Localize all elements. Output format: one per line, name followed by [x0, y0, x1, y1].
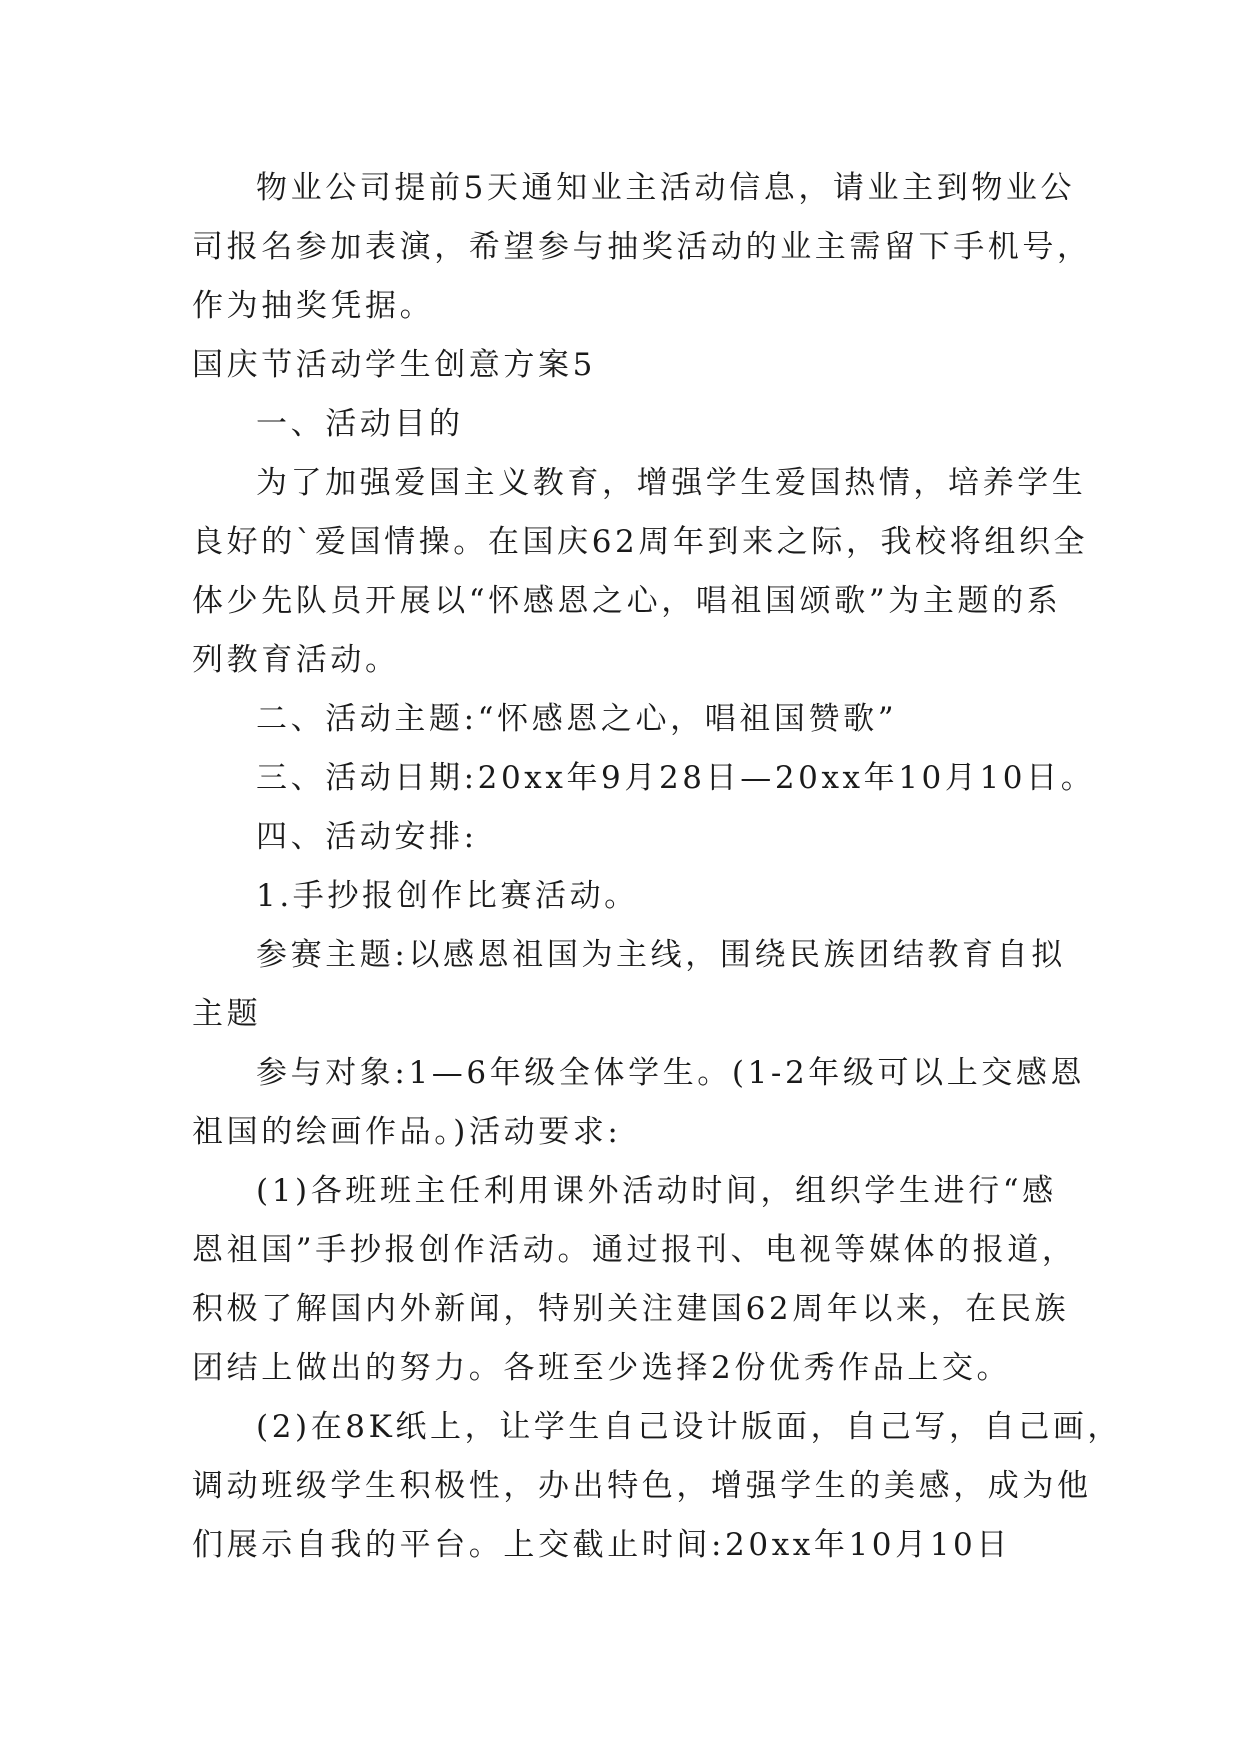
section-heading: 四、活动安排:: [256, 819, 478, 855]
paragraph-line: (2)在8K纸上，让学生自己设计版面，自己写，自己画，: [256, 1409, 1122, 1445]
paragraph-line: 主题: [192, 996, 262, 1032]
paragraph-line: 列教育活动。: [192, 642, 400, 678]
section-title: 国庆节活动学生创意方案5: [192, 347, 596, 383]
paragraph-line: 司报名参加表演，希望参与抽奖活动的业主需留下手机号，: [192, 229, 1092, 265]
paragraph-line: 祖国的绘画作品。)活动要求:: [192, 1114, 622, 1150]
paragraph-line: 积极了解国内外新闻，特别关注建国62周年以来，在民族: [192, 1291, 1070, 1327]
section-heading: 一、活动目的: [256, 406, 464, 442]
paragraph-line: 调动班级学生积极性，办出特色，增强学生的美感，成为他: [192, 1468, 1092, 1504]
paragraph-line: (1)各班班主任利用课外活动时间，组织学生进行“感: [256, 1173, 1057, 1209]
paragraph-line: 为了加强爱国主义教育，增强学生爱国热情，培养学生: [256, 465, 1087, 501]
list-item: 1.手抄报创作比赛活动。: [256, 878, 639, 914]
paragraph-line: 恩祖国”手抄报创作活动。通过报刊、电视等媒体的报道，: [192, 1232, 1077, 1268]
paragraph-line: 参与对象:1—6年级全体学生。(1-2年级可以上交感恩: [256, 1055, 1086, 1091]
paragraph-line: 物业公司提前5天通知业主活动信息，请业主到物业公: [256, 170, 1076, 206]
paragraph-line: 们展示自我的平台。上交截止时间:20xx年10月10日: [192, 1527, 1011, 1563]
section-heading: 三、活动日期:20xx年9月28日—20xx年10月10日。: [256, 760, 1096, 796]
paragraph-line: 团结上做出的努力。各班至少选择2份优秀作品上交。: [192, 1350, 1012, 1386]
paragraph-line: 体少先队员开展以“怀感恩之心，唱祖国颂歌”为主题的系: [192, 583, 1062, 619]
paragraph-line: 作为抽奖凭据。: [192, 288, 435, 324]
paragraph-line: 参赛主题:以感恩祖国为主线，围绕民族团结教育自拟: [256, 937, 1066, 973]
paragraph-line: 良好的`爱国情操。在国庆62周年到来之际，我校将组织全: [192, 524, 1089, 560]
section-heading: 二、活动主题:“怀感恩之心，唱祖国赞歌”: [256, 701, 898, 737]
